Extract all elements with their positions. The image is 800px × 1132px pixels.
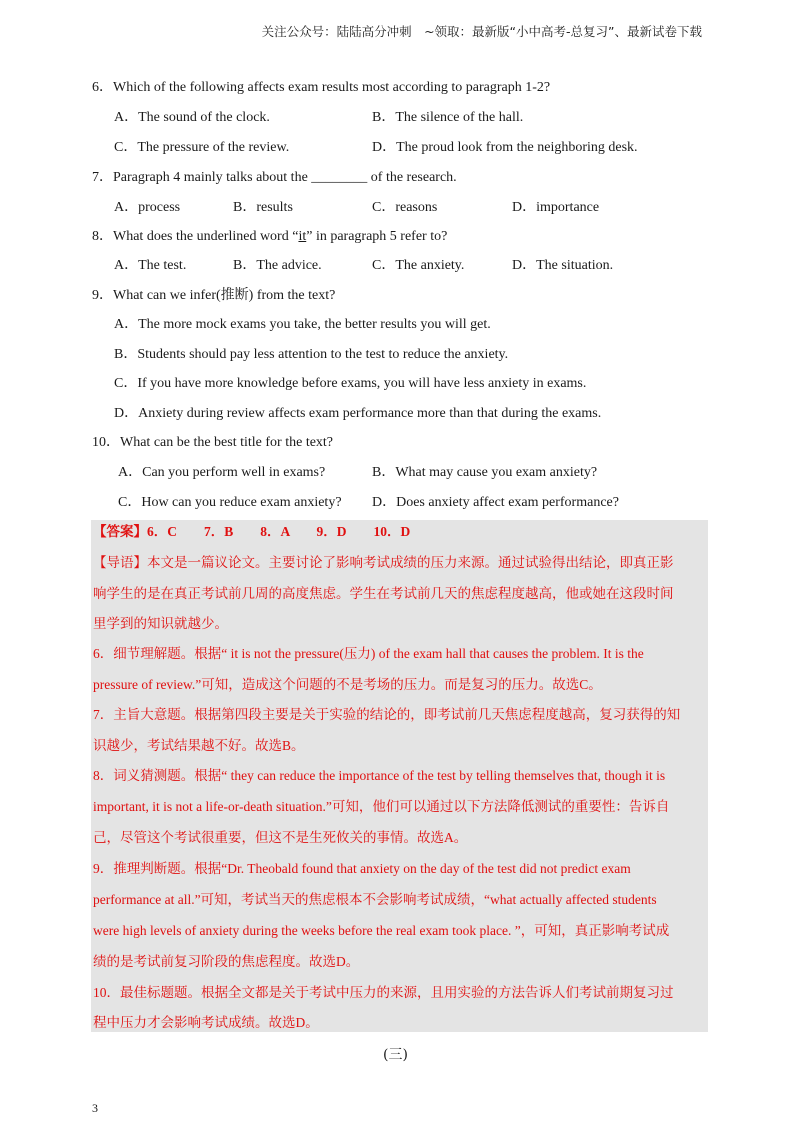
question-6-stem: 6．Which of the following affects exam results most according to paragraph 1-2? bbox=[92, 80, 551, 95]
answer-explanation-line: 程中压力才会影响考试成绩。故选D。 bbox=[93, 1015, 319, 1030]
question-8-stem bbox=[92, 228, 447, 246]
question-9-option-c: C．If you have more knowledge before exams, you will have less anxiety in exams. bbox=[114, 376, 587, 391]
question-8-stem-before: 8．What does the underlined word “ bbox=[92, 229, 299, 244]
answer-explanation-line: 9．推理判断题。根据“Dr. Theobald found that anxiety on the day of the test did not predict exam bbox=[93, 861, 631, 876]
answer-explanation-line: performance at all.”可知，考试当天的焦虑根本不会影响考试成绩，“what actually affected students bbox=[93, 892, 657, 907]
answer-explanation-line: 识越少，考试结果越不好。故选B。 bbox=[93, 738, 305, 753]
page-header: 关注公众号：陆陆高分冲刺 ~领取：最新版“小中高考-总复习”、最新试卷下载 bbox=[261, 24, 702, 39]
question-7-option-b: B．results bbox=[233, 200, 293, 215]
answer-explanation-line: important, it is not a life-or-death situation.”可知，他们可以通过以下方法降低测试的重要性：告诉自 bbox=[93, 799, 670, 814]
question-7-option-d: D．importance bbox=[512, 200, 600, 215]
answer-explanation-line: 里学到的知识就越少。 bbox=[93, 616, 228, 631]
question-7-stem: 7．Paragraph 4 mainly talks about the ________ of the research. bbox=[92, 170, 457, 185]
question-9-option-b: B．Students should pay less attention to the test to reduce the anxiety. bbox=[114, 347, 509, 362]
question-10-option-a: A．Can you perform well in exams? bbox=[118, 465, 326, 480]
question-6-option-d: D．The proud look from the neighboring desk. bbox=[372, 140, 638, 155]
answer-explanation-line: 6．细节理解题。根据“ it is not the pressure(压力) of the exam hall that causes the problem. It is the bbox=[93, 646, 644, 661]
answer-key-answers: 【答案】6．C 7．B 8．A 9．D 10．D bbox=[93, 524, 411, 539]
answer-explanation-line: 己，尽管这个考试很重要，但这不是生死攸关的事情。故选A。 bbox=[93, 830, 468, 845]
question-10-stem: 10．What can be the best title for the text? bbox=[92, 435, 334, 450]
question-6-option-c: C．The pressure of the review. bbox=[114, 140, 290, 155]
question-8-option-c: C．The anxiety. bbox=[372, 258, 465, 273]
answer-explanation-line: 绩的是考试前复习阶段的焦虑程度。故选D。 bbox=[93, 954, 360, 969]
page-number: 3 bbox=[92, 1101, 98, 1115]
underlined-word: it bbox=[298, 229, 307, 244]
answer-explanation-line: 7．主旨大意题。根据第四段主要是关于实验的结论的，即考试前几天焦虑程度越高，复习获得的知 bbox=[93, 707, 681, 722]
question-9-option-d: D．Anxiety during review affects exam performance more than that during the exams. bbox=[114, 406, 602, 421]
question-8-stem-after: ” in paragraph 5 refer to? bbox=[306, 229, 448, 244]
answer-explanation-line: 8．词义猜测题。根据“ they can reduce the importance of the test by telling themselves that, though it is bbox=[93, 768, 666, 783]
question-9-stem: 9．What can we infer(推断) from the text? bbox=[92, 288, 336, 303]
question-10-option-b: B．What may cause you exam anxiety? bbox=[372, 465, 598, 480]
answer-explanation-line: pressure of review.”可知，造成这个问题的不是考场的压力。而是复习的压力。故选C。 bbox=[93, 677, 602, 692]
answer-explanation-line: were high levels of anxiety during the weeks before the real exam took place. ”，可知，真正影响考试成 bbox=[93, 923, 670, 938]
question-8-option-d: D．The situation. bbox=[512, 258, 614, 273]
question-10-option-c: C．How can you reduce exam anxiety? bbox=[118, 495, 342, 510]
question-9-option-a: A．The more mock exams you take, the better results you will get. bbox=[114, 317, 491, 332]
answer-explanation-line: 响学生的是在真正考试前几周的高度焦虑。学生在考试前几天的焦虑程度越高，他或她在这段时间 bbox=[93, 586, 674, 601]
question-7-option-a: A．process bbox=[114, 200, 181, 215]
question-8-option-a: A．The test. bbox=[114, 258, 187, 273]
section-marker: (三) bbox=[383, 1047, 408, 1063]
answer-explanation-line: 【导语】本文是一篇议论文。主要讨论了影响考试成绩的压力来源。通过试验得出结论，即真正影 bbox=[93, 555, 674, 570]
question-10-option-d: D．Does anxiety affect exam performance? bbox=[372, 495, 619, 510]
question-6-option-b: B．The silence of the hall. bbox=[372, 110, 524, 125]
question-7-option-c: C．reasons bbox=[372, 200, 438, 215]
question-6-option-a: A．The sound of the clock. bbox=[114, 110, 270, 125]
question-8-option-b: B．The advice. bbox=[233, 258, 322, 273]
answer-explanation-line: 10．最佳标题题。根据全文都是关于考试中压力的来源，且用实验的方法告诉人们考试前期复习过 bbox=[93, 985, 674, 1000]
